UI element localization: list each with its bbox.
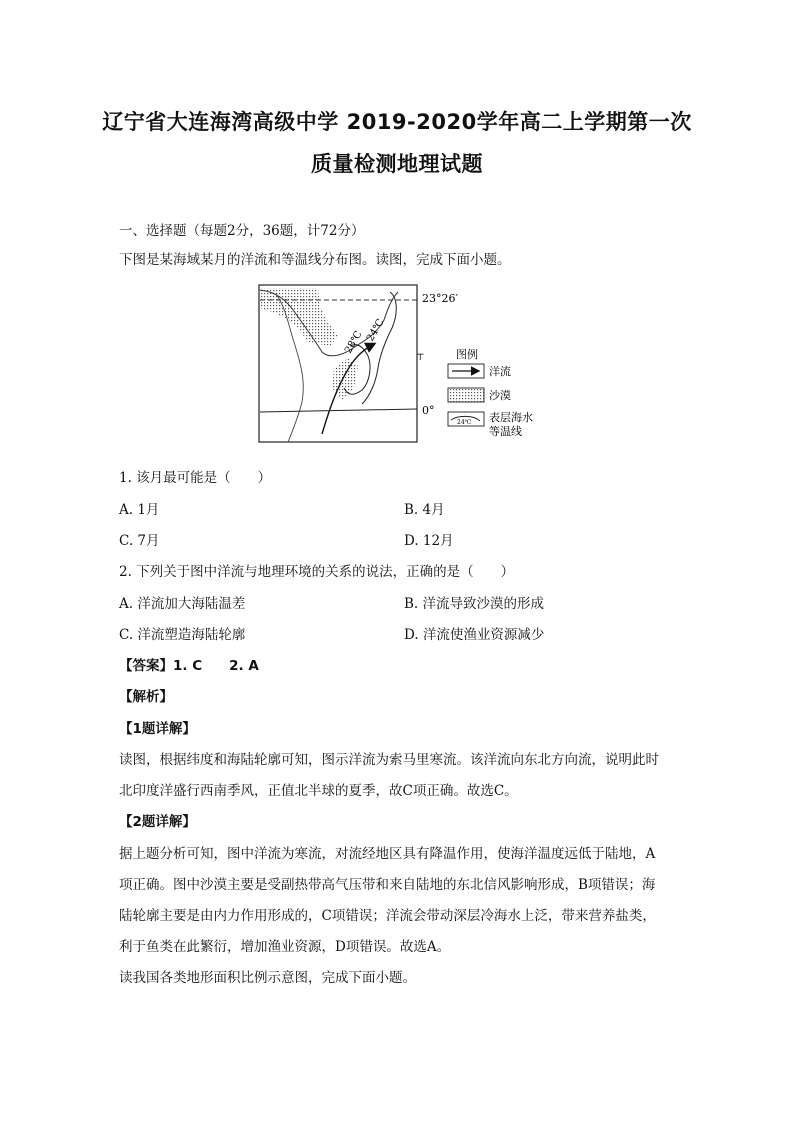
question-intro: 下图是某海域某月的洋流和等温线分布图。读图，完成下面小题。	[119, 252, 511, 268]
isotherm-24-label: 24℃	[365, 317, 387, 344]
question-1-option-d: D. 12月	[404, 533, 454, 549]
next-question-intro: 读我国各类地形面积比例示意图，完成下面小题。	[119, 970, 416, 986]
question-1-option-c: C. 7月	[119, 533, 160, 549]
map-tick-mark: ⊤	[416, 353, 425, 363]
question-1-option-b: B. 4月	[404, 502, 445, 518]
latitude-label-tropic: 23°26′	[422, 292, 458, 305]
legend-desert-box	[448, 388, 484, 402]
legend-isotherm-sample: 24℃	[457, 419, 472, 426]
question-1-option-a: A. 1月	[119, 502, 160, 518]
question-2-stem: 2. 下列关于图中洋流与地理环境的关系的说法，正确的是（ ）	[119, 564, 515, 580]
question-2-option-c: C. 洋流塑造海陆轮廓	[119, 627, 246, 643]
page-title-line-2: 质量检测地理试题	[311, 152, 483, 176]
page-title-line-1: 辽宁省大连海湾高级中学 2019-2020学年高二上学期第一次	[102, 110, 692, 134]
section-heading: 一、选择题（每题2分，36题，计72分）	[119, 223, 365, 239]
latitude-label-equator: 0°	[422, 404, 435, 417]
legend-desert-label: 沙漠	[489, 389, 511, 402]
legend-title: 图例	[456, 348, 478, 361]
detail-2-heading: 【2题详解】	[119, 814, 196, 830]
detail-1-text-line-1: 读图，根据纬度和海陆轮廓可知，图示洋流为索马里寒流。该洋流向东北方向流，说明此时	[119, 752, 659, 768]
isotherm-28-label: 28℃	[343, 329, 365, 356]
question-2-option-d: D. 洋流使渔业资源减少	[404, 627, 545, 643]
detail-2-text-line-2: 项正确。图中沙漠主要是受副热带高气压带和来自陆地的东北信风影响形成，B项错误；海	[119, 877, 656, 893]
question-1-stem: 1. 该月最可能是（ ）	[119, 470, 272, 486]
answer-line: 【答案】1. C 2. A	[119, 658, 259, 674]
detail-1-text-line-2: 北印度洋盛行西南季风，正值北半球的夏季，故C项正确。故选C。	[119, 783, 518, 799]
question-2-option-b: B. 洋流导致沙漠的形成	[404, 596, 545, 612]
detail-2-text-line-1: 据上题分析可知，图中洋流为寒流，对流经地区具有降温作用，使海洋温度远低于陆地，A	[119, 846, 656, 862]
question-2-option-a: A. 洋流加大海陆温差	[119, 596, 246, 612]
legend-isotherm-label-2: 等温线	[489, 425, 522, 438]
detail-2-text-line-3: 陆轮廓主要是由内力作用形成的，C项错误；洋流会带动深层冷海水上泛，带来营养盐类，	[119, 908, 656, 924]
detail-2-text-line-4: 利于鱼类在此繁衍，增加渔业资源，D项错误。故选A。	[119, 939, 451, 955]
legend-isotherm-label-1: 表层海水	[489, 411, 533, 424]
legend-current-label: 洋流	[489, 365, 511, 378]
ocean-current-map	[258, 284, 548, 446]
detail-1-heading: 【1题详解】	[119, 721, 196, 737]
analysis-heading: 【解析】	[119, 689, 173, 705]
